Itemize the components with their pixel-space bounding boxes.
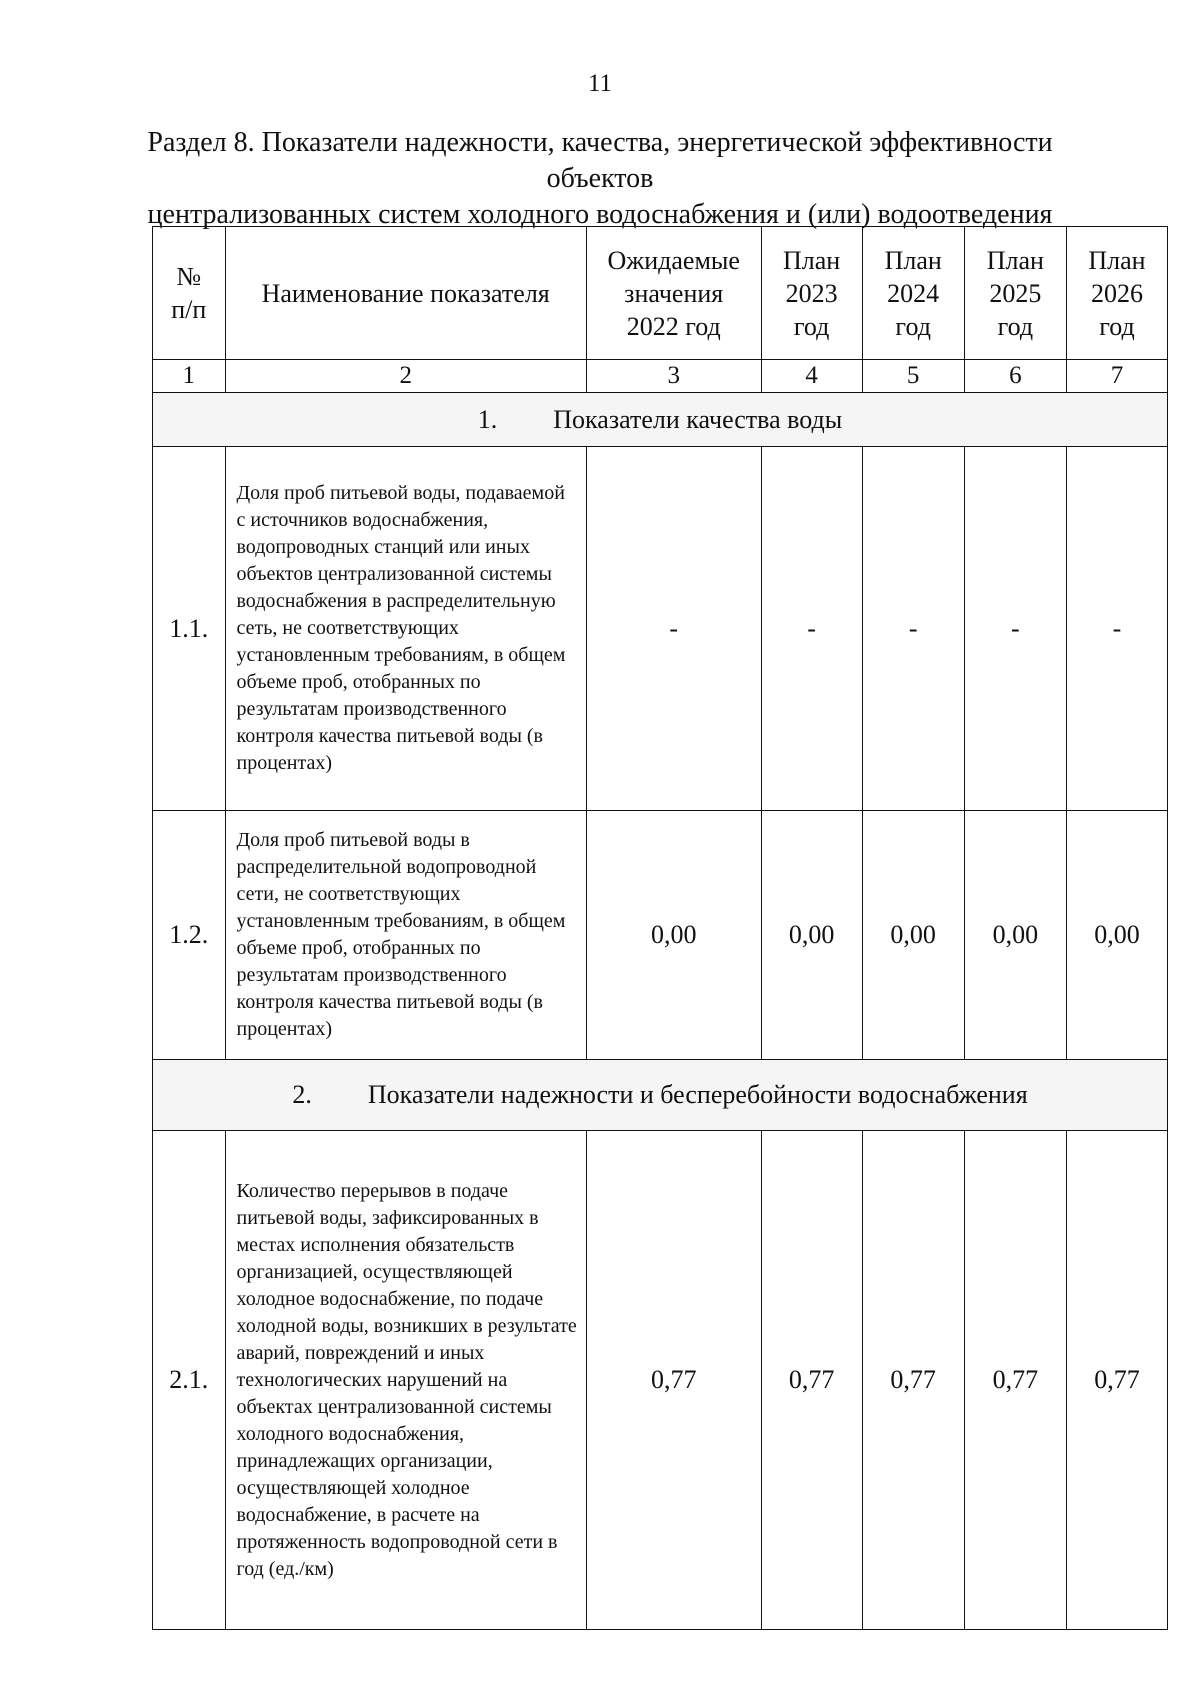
indicator-name: Количество перерывов в подаче питьевой воды, зафиксированных в местах исполнения обязательств организацией, осуществляющей холодное водоснабжение, по подаче холодной воды, возникших в результате аварий, повреждений и иных технологических нарушений на объектах централизованной системы холодного водоснабжения, принадлежащих организации, осуществляющей холодное водоснабжение, в расчете на протяженность водопроводной сети в год (ед./км) xyxy=(225,1131,586,1630)
header-plan-2025-line-2: 2025 xyxy=(989,278,1042,308)
value-2022: 0,00 xyxy=(586,811,761,1060)
row-number: 1.2. xyxy=(153,811,226,1060)
page-number: 11 xyxy=(587,70,613,97)
value-2026: - xyxy=(1066,447,1167,811)
header-expected-line-1: Ожидаемые xyxy=(607,245,740,275)
header-plan-2025-line-1: План xyxy=(986,245,1044,275)
header-num-line-1: № xyxy=(176,262,202,291)
value-2025: 0,77 xyxy=(964,1131,1066,1630)
header-plan-2025 xyxy=(964,227,1066,360)
indicator-name: Доля проб питьевой воды, подаваемой с источников водоснабжения, водопроводных станций или иных объектов централизованной системы водоснабжения в распределительную сеть, не соответствующих установленным требованиям, в общем объеме проб, отобранных по результатам производственного контроля качества питьевой воды (в процентах) xyxy=(225,447,586,811)
section-title-line-2: централизованных систем холодного водоснабжения и (или) водоотведения xyxy=(147,199,1053,230)
group-header-cell xyxy=(153,393,1168,447)
header-plan-2023 xyxy=(761,227,862,360)
value-2023: 0,77 xyxy=(761,1131,862,1630)
value-2023: 0,00 xyxy=(761,811,862,1060)
value-2024: 0,77 xyxy=(862,1131,964,1630)
header-plan-2025-line-3: год xyxy=(997,311,1034,341)
column-number: 7 xyxy=(1066,360,1167,393)
value-2022: - xyxy=(586,447,761,811)
header-expected xyxy=(586,227,761,360)
row-number: 1.1. xyxy=(153,447,226,811)
header-num xyxy=(153,227,226,360)
column-number: 3 xyxy=(586,360,761,393)
table-row xyxy=(153,1131,1168,1630)
header-plan-2026-line-1: План xyxy=(1088,245,1146,275)
value-2022: 0,77 xyxy=(586,1131,761,1630)
value-2023: - xyxy=(761,447,862,811)
header-plan-2024 xyxy=(862,227,964,360)
row-number: 2.1. xyxy=(153,1131,226,1630)
group-header-row xyxy=(153,1060,1168,1131)
header-expected-line-3: 2022 год xyxy=(626,311,721,341)
header-plan-2026-line-2: 2026 xyxy=(1090,278,1143,308)
value-2026: 0,00 xyxy=(1066,811,1167,1060)
header-plan-2024-line-1: План xyxy=(884,245,942,275)
header-num-line-2: п/п xyxy=(171,295,207,324)
indicators-table xyxy=(152,226,1168,1630)
value-2025: 0,00 xyxy=(964,811,1066,1060)
value-2024: 0,00 xyxy=(862,811,964,1060)
table-row xyxy=(153,811,1168,1060)
column-number: 6 xyxy=(964,360,1066,393)
header-name xyxy=(225,227,586,360)
section-title-line-1: Раздел 8. Показатели надежности, качества, энергетической эффективности объектов xyxy=(147,127,1053,194)
table-row xyxy=(153,447,1168,811)
header-plan-2024-line-2: 2024 xyxy=(887,278,940,308)
column-number: 5 xyxy=(862,360,964,393)
column-number: 4 xyxy=(761,360,862,393)
column-number: 2 xyxy=(225,360,586,393)
header-name-text: Наименование показателя xyxy=(261,278,550,308)
group-number: 1. xyxy=(477,404,498,434)
group-title: Показатели надежности и бесперебойности водоснабжения xyxy=(367,1080,1028,1109)
column-number: 1 xyxy=(153,360,226,393)
value-2025: - xyxy=(964,447,1066,811)
value-2026: 0,77 xyxy=(1066,1131,1167,1630)
indicator-name: Доля проб питьевой воды в распределительной водопроводной сети, не соответствующих установленным требованиям, в общем объеме проб, отобранных по результатам производственного контроля качества питьевой воды (в процентах) xyxy=(225,811,586,1060)
group-header-cell xyxy=(153,1060,1168,1131)
header-plan-2023-line-3: год xyxy=(793,311,830,341)
group-number: 2. xyxy=(292,1080,312,1109)
value-2024: - xyxy=(862,447,964,811)
header-expected-line-2: значения xyxy=(624,278,724,308)
group-header-row xyxy=(153,393,1168,447)
section-title xyxy=(100,125,1100,233)
group-title: Показатели качества воды xyxy=(553,404,843,434)
header-plan-2024-line-3: год xyxy=(895,311,931,341)
header-plan-2026-line-3: год xyxy=(1099,311,1135,341)
header-plan-2026 xyxy=(1066,227,1167,360)
column-numbers-row xyxy=(153,360,1168,393)
header-plan-2023-line-2: 2023 xyxy=(785,278,838,308)
header-row xyxy=(153,227,1168,360)
header-plan-2023-line-1: План xyxy=(782,245,841,275)
